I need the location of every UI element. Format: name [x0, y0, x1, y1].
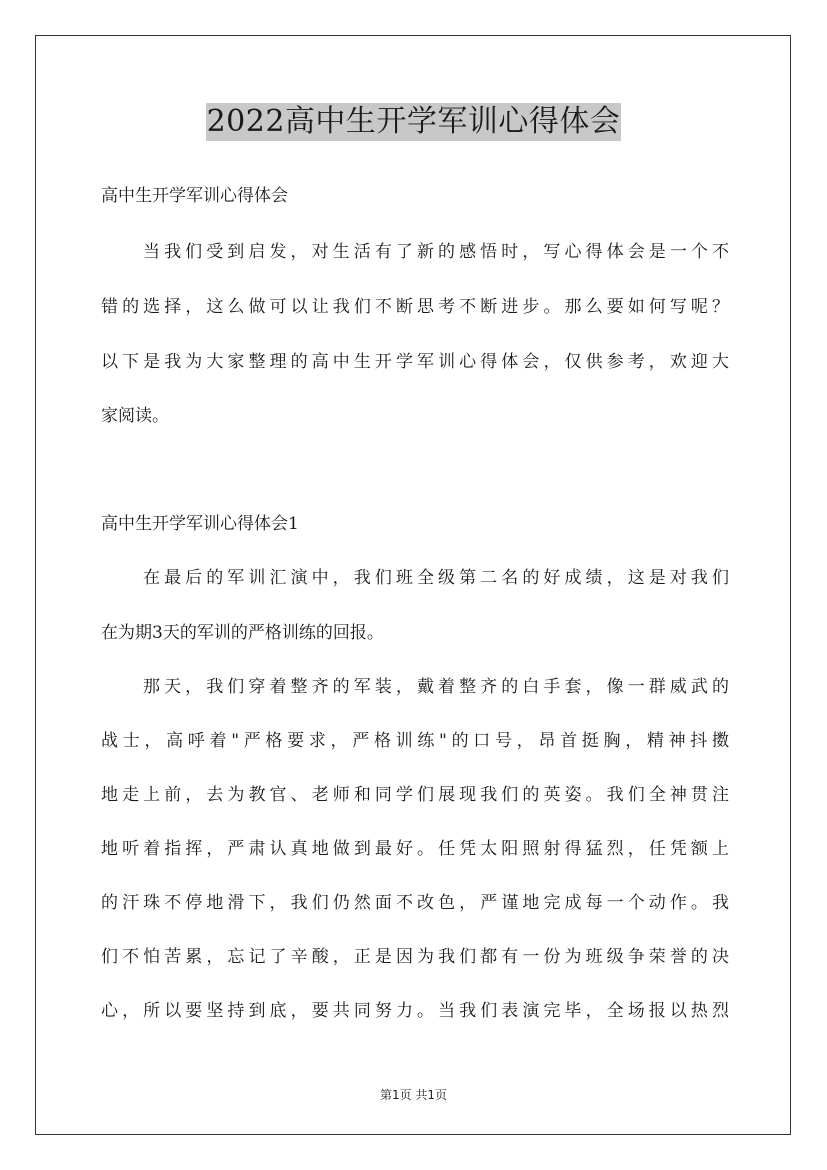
para1-line-1: 在最后的军训汇演中，我们班全级第二名的好成绩，这是对我们 [143, 568, 729, 588]
para2-line-7: 心，所以要坚持到底，要共同努力。当我们表演完毕，全场报以热烈 [101, 1001, 729, 1021]
page-footer: 第1页 共1页 [379, 1088, 448, 1102]
intro-line-2: 错的选择，这么做可以让我们不断思考不断进步。那么要如何写呢？ [101, 297, 729, 317]
intro-line-3: 以下是我为大家整理的高中生开学军训心得体会，仅供参考，欢迎大 [101, 352, 729, 372]
subtitle: 高中生开学军训心得体会 [101, 186, 288, 206]
para2-line-6: 们不怕苦累，忘记了辛酸，正是因为我们都有一份为班级争荣誉的决 [101, 947, 729, 967]
section-heading: 高中生开学军训心得体会1 [101, 514, 299, 534]
para2-line-3: 地走上前，去为教官、老师和同学们展现我们的英姿。我们全神贯注 [101, 785, 729, 805]
document-title: 2022高中生开学军训心得体会 [206, 104, 621, 139]
title-container [0, 103, 827, 141]
para1-line-2: 在为期3天的军训的严格训练的回报。 [101, 623, 384, 643]
intro-line-1: 当我们受到启发，对生活有了新的感悟时，写心得体会是一个不 [143, 242, 729, 262]
para2-line-4: 地听着指挥，严肃认真地做到最好。任凭太阳照射得猛烈，任凭额上 [101, 839, 729, 859]
para2-line-1: 那天，我们穿着整齐的军装，戴着整齐的白手套，像一群威武的 [143, 677, 729, 697]
para2-line-5: 的汗珠不停地滑下，我们仍然面不改色，严谨地完成每一个动作。我 [101, 893, 729, 913]
para2-line-2: 战士，高呼着"严格要求，严格训练"的口号，昂首挺胸，精神抖擞 [101, 731, 729, 751]
intro-line-4: 家阅读。 [101, 406, 169, 426]
